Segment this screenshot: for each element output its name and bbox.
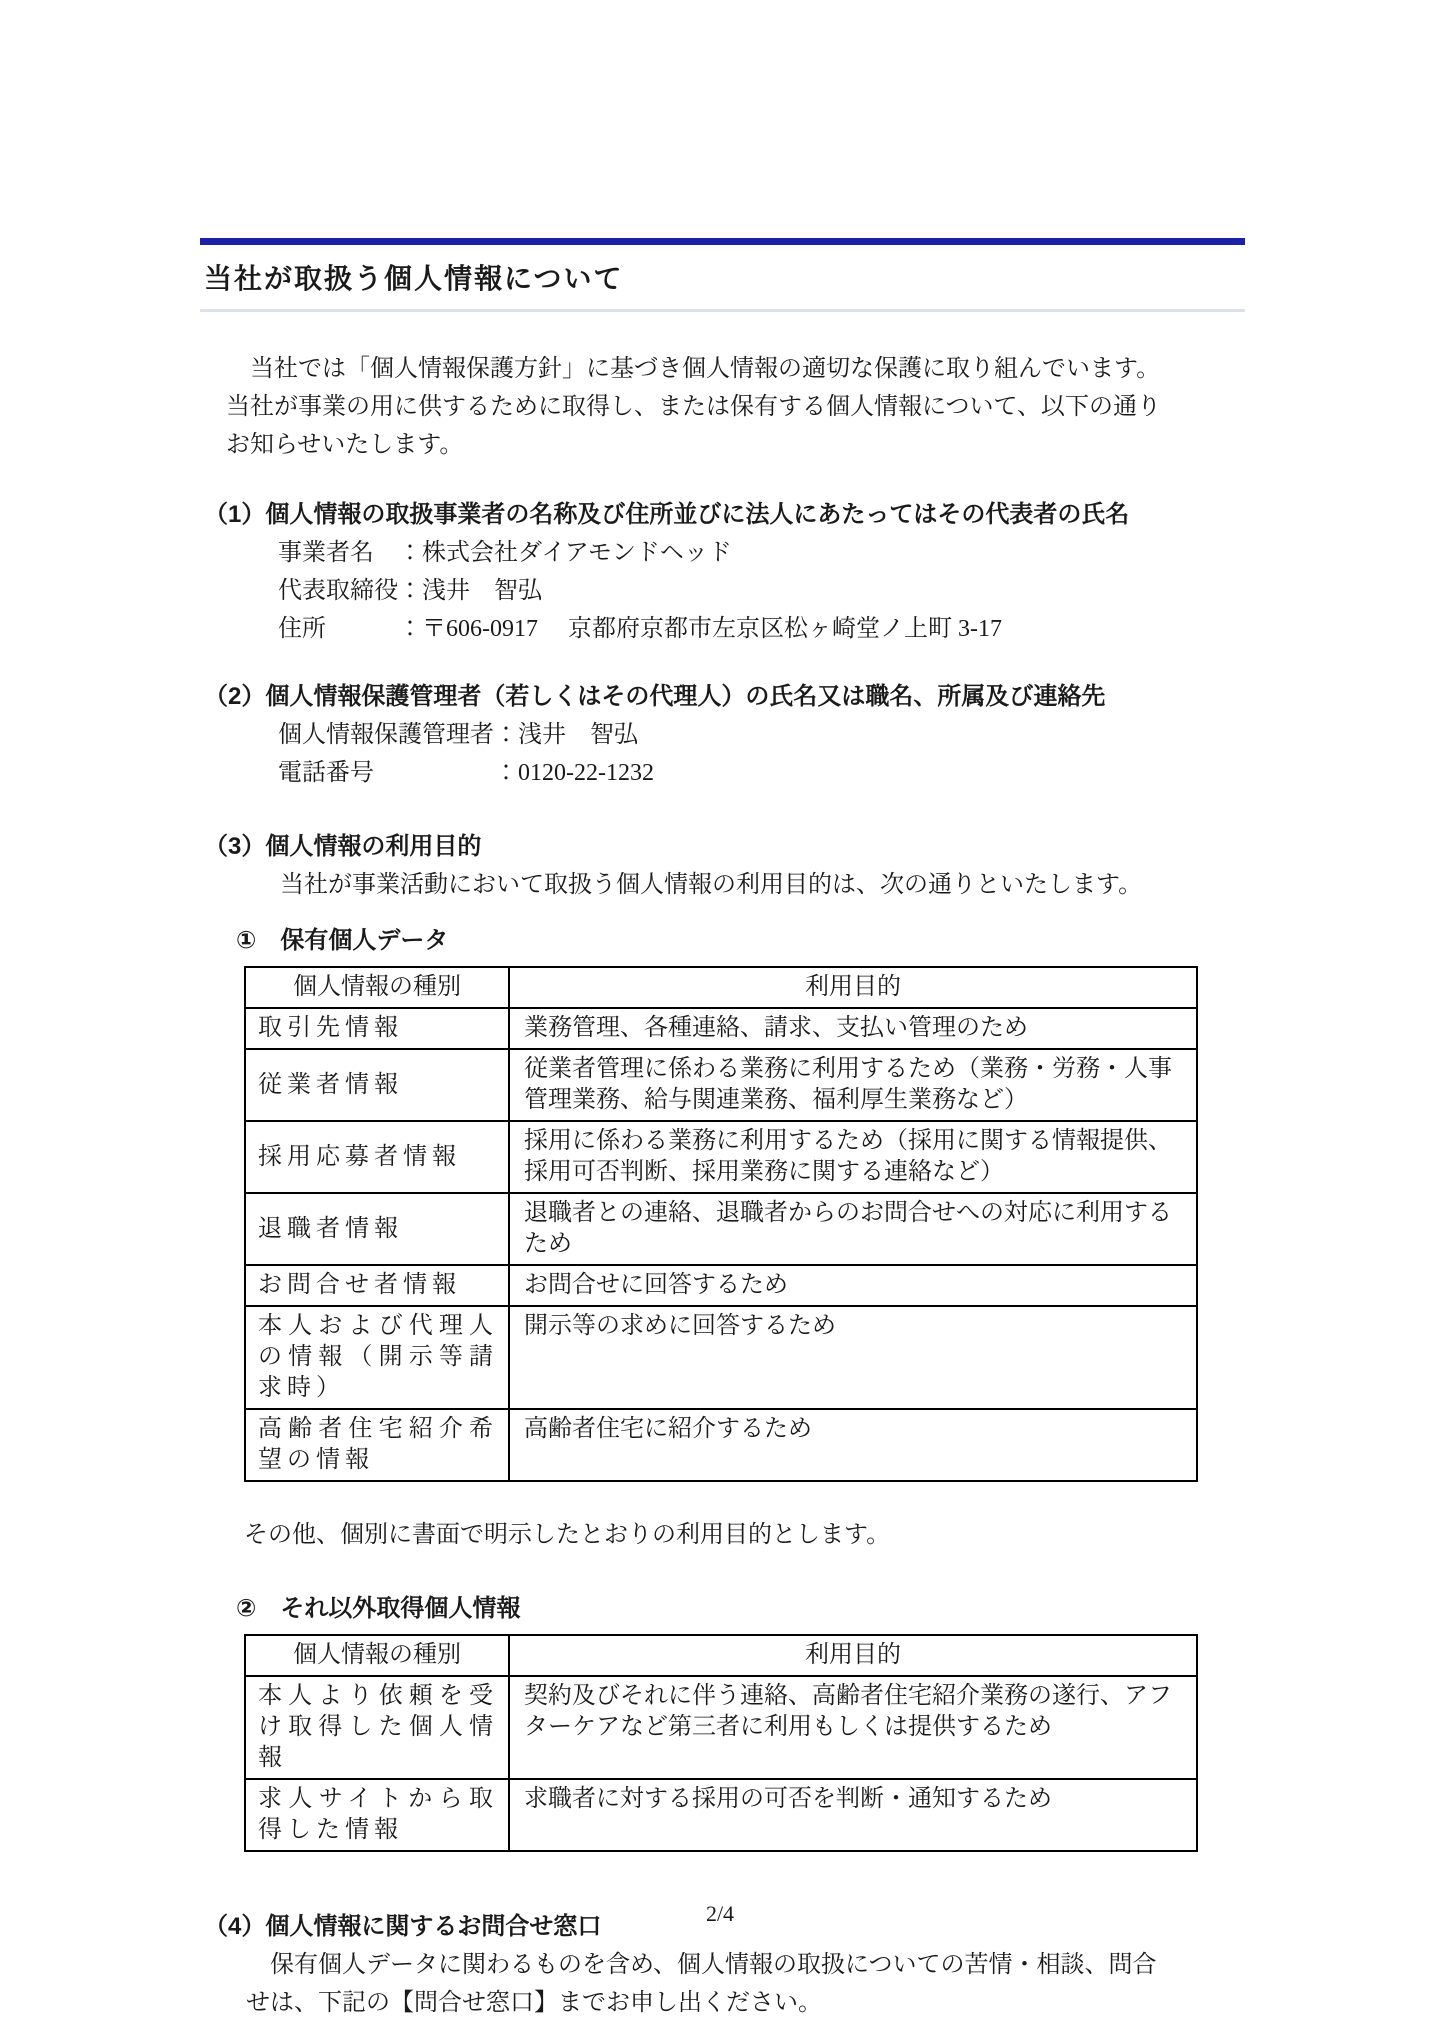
table-row [245,1008,1197,1049]
purpose-column-header: 利用目的 [509,1635,1197,1676]
usage-purpose-cell: 業務管理、各種連絡、請求、支払い管理のため [509,1008,1197,1049]
table-header-row [245,967,1197,1008]
info-type-cell: 退職者情報 [245,1193,509,1265]
title-accent-rule [200,238,1245,245]
section-business-operator [200,496,1245,648]
info-type-cell: 従業者情報 [245,1049,509,1121]
info-type-cell: 本人および代理人の情報（開示等請求時） [245,1306,509,1409]
other-acquired-info-table [244,1634,1198,1852]
usage-purpose-cell: 採用に係わる業務に利用するため（採用に関する情報提供、採用可否判断、採用業務に関する連絡など） [509,1121,1197,1193]
table-row [245,1676,1197,1779]
section1-heading: （1）個人情報の取扱事業者の名称及び住所並びに法人にあたってはその代表者の氏名 [204,501,1130,528]
usage-purpose-cell: 契約及びそれに伴う連絡、高齢者住宅紹介業務の遂行、アフターケアなど第三者に利用もしくは提供するため [509,1676,1197,1779]
section3-body: 当社が事業活動において取扱う個人情報の利用目的は、次の通りといたします。 [256,872,1143,898]
page-title: 当社が取扱う個人情報について [204,263,624,294]
usage-purpose-cell: 高齢者住宅に紹介するため [509,1409,1197,1481]
purpose-column-header: 利用目的 [509,967,1197,1008]
representative-line: 代表取締役：浅井 智弘 [278,578,542,604]
table-header-row [245,1635,1197,1676]
other-acquired-info-label: ② それ以外取得個人情報 [236,1595,521,1622]
table-row [245,1779,1197,1851]
table-row [245,1193,1197,1265]
info-type-cell: 取引先情報 [245,1008,509,1049]
type-column-header: 個人情報の種別 [245,1635,509,1676]
section-privacy-manager [200,678,1245,792]
phone-number-line: 電話番号 ：0120-22-1232 [278,760,654,786]
usage-purpose-cell: 開示等の求めに回答するため [509,1306,1197,1409]
manager-name-line: 個人情報保護管理者：浅井 智弘 [278,722,638,748]
other-purpose-note: その他、個別に書面で明示したとおりの利用目的とします。 [244,1522,891,1548]
info-type-cell: 高齢者住宅紹介希望の情報 [245,1409,509,1481]
usage-purpose-cell: 退職者との連絡、退職者からのお問合せへの対応に利用するため [509,1193,1197,1265]
inquiry-line: 保有個人データに関わるものを含め、個人情報の取扱についての苦情・相談、問合 [246,1952,1157,1978]
title-divider-rule [200,309,1245,312]
business-name-line: 事業者名 ：株式会社ダイアモンドヘッド [278,540,732,566]
table-row [245,1265,1197,1306]
info-type-cell: お問合せ者情報 [245,1265,509,1306]
info-type-cell: 採用応募者情報 [245,1121,509,1193]
intro-line: 当社が事業の用に供するために取得し、または保有する個人情報について、以下の通り [226,394,1162,420]
section-usage-purpose [200,828,1245,1852]
retained-personal-data-table [244,966,1198,1482]
address-line: 住所 ：〒606-0917 京都府京都市左京区松ヶ崎堂ノ上町 3-17 [278,616,1002,642]
usage-purpose-cell: お問合せに回答するため [509,1265,1197,1306]
document-content [200,0,1245,2022]
section2-heading: （2）個人情報保護管理者（若しくはその代理人）の氏名又は職名、所属及び連絡先 [204,683,1106,710]
intro-line: 当社では「個人情報保護方針」に基づき個人情報の適切な保護に取り組んでいます。 [226,356,1161,382]
page-number: 2/4 [705,1901,735,1926]
usage-purpose-cell: 従業者管理に係わる業務に利用するため（業務・労務・人事管理業務、給与関連業務、福利厚生業務など） [509,1049,1197,1121]
intro-line: お知らせいたします。 [226,432,464,458]
section4-heading: （4）個人情報に関するお問合せ窓口 [204,1913,602,1940]
info-type-cell: 本人より依頼を受け取得した個人情報 [245,1676,509,1779]
table-row [245,1409,1197,1481]
table-row [245,1121,1197,1193]
info-type-cell: 求人サイトから取得した情報 [245,1779,509,1851]
table-row [245,1049,1197,1121]
type-column-header: 個人情報の種別 [245,967,509,1008]
retained-data-label: ① 保有個人データ [236,927,449,954]
table-row [245,1306,1197,1409]
usage-purpose-cell: 求職者に対する採用の可否を判断・通知するため [509,1779,1197,1851]
intro-paragraph [226,350,1245,464]
inquiry-line: せは、下記の【問合せ窓口】までお申し出ください。 [246,1990,822,2016]
section3-heading: （3）個人情報の利用目的 [204,833,482,860]
